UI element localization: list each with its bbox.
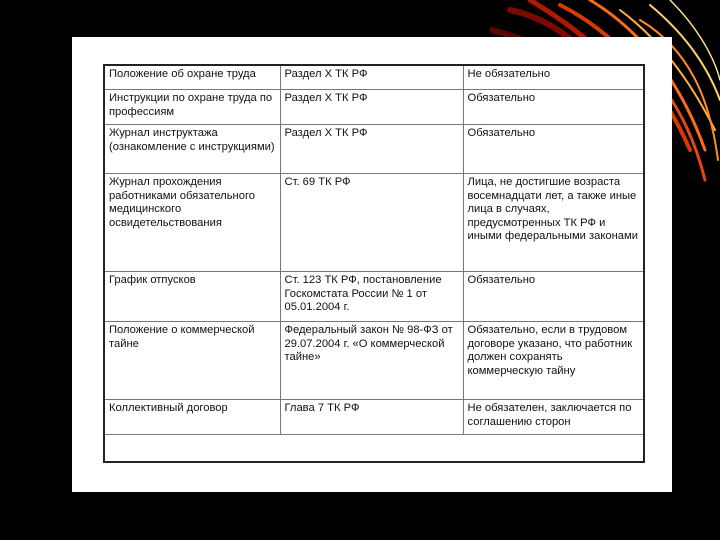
table-row (104, 272, 644, 322)
table-row (104, 400, 644, 435)
table-cell-document: Коллективный договор (104, 400, 280, 435)
table-cell-document: Журнал инструктажа (ознакомление с инструкциями) (104, 125, 280, 174)
table-cell-requirement: Обязательно, если в трудовом договоре указано, что работник должен сохранять коммерческую тайну (463, 322, 644, 400)
slide-area (72, 37, 672, 492)
table-spacer-row (104, 435, 644, 463)
table-cell-basis: Раздел X ТК РФ (280, 65, 463, 90)
table-cell-document: Положение о коммерческой тайне (104, 322, 280, 400)
table-row (104, 322, 644, 400)
table-cell-requirement: Обязательно (463, 272, 644, 322)
table-cell-requirement: Обязательно (463, 90, 644, 125)
table-cell-basis: Раздел X ТК РФ (280, 125, 463, 174)
table-cell-document: Инструкции по охране труда по профессиям (104, 90, 280, 125)
table-cell-document: Положение об охране труда (104, 65, 280, 90)
document-table (103, 64, 645, 463)
table-row (104, 90, 644, 125)
table-cell-requirement: Не обязательно (463, 65, 644, 90)
table-row (104, 174, 644, 272)
table-cell-basis: Раздел X ТК РФ (280, 90, 463, 125)
table-cell-basis: Федеральный закон № 98-ФЗ от 29.07.2004 г. «О коммерческой тайне» (280, 322, 463, 400)
table-cell-requirement: Лица, не достигшие возраста восемнадцати лет, а также иные лица в случаях, предусмотренных ТК РФ и иными федеральными законами (463, 174, 644, 272)
table-cell-document: График отпусков (104, 272, 280, 322)
table-cell-requirement: Обязательно (463, 125, 644, 174)
table-cell-requirement: Не обязателен, заключается по соглашению сторон (463, 400, 644, 435)
table-cell-basis: Ст. 123 ТК РФ, постановление Госкомстата России № 1 от 05.01.2004 г. (280, 272, 463, 322)
table-cell-document: Журнал прохождения работниками обязательного медицинского освидетельствования (104, 174, 280, 272)
table-cell-basis: Глава 7 ТК РФ (280, 400, 463, 435)
table-cell-basis: Ст. 69 ТК РФ (280, 174, 463, 272)
table-row (104, 125, 644, 174)
table-row (104, 65, 644, 90)
